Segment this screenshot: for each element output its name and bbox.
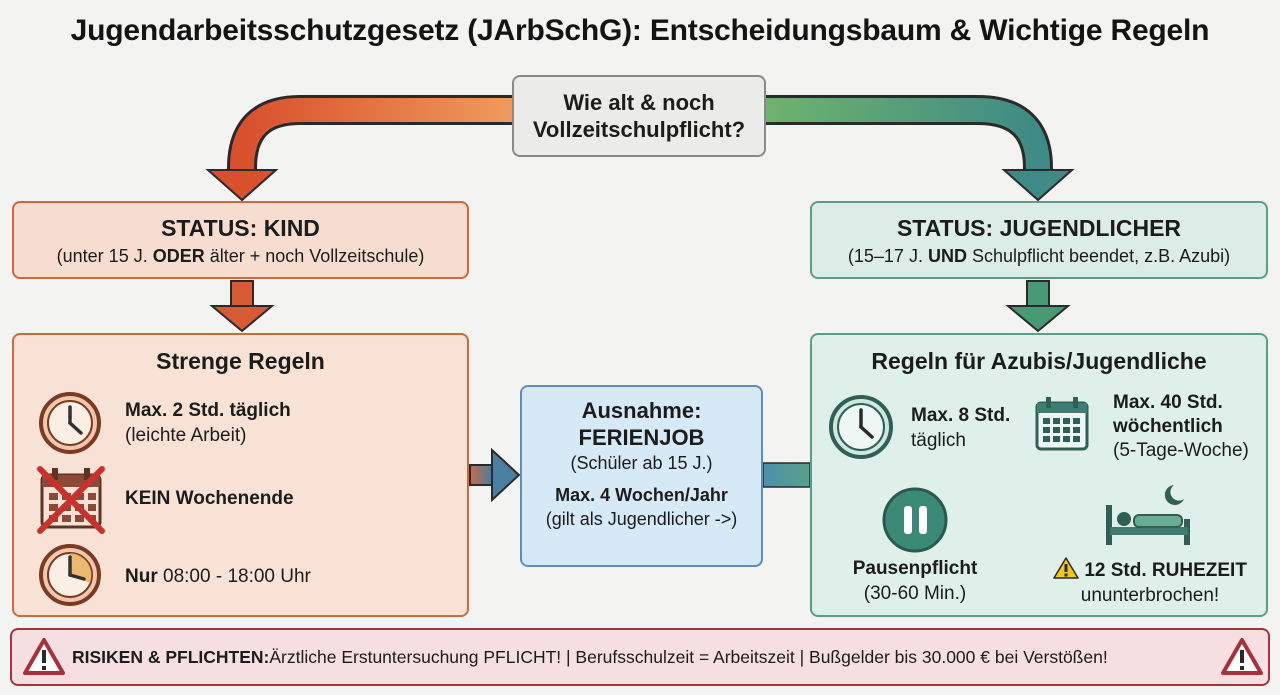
clock-icon	[36, 389, 106, 459]
arrow-kind-to-rules	[212, 281, 272, 331]
rule-time-text: 08:00 - 18:00 Uhr	[157, 566, 311, 587]
calendar-icon	[1034, 395, 1090, 455]
rule-ruhezeit-line1	[1032, 556, 1268, 583]
status-kind-subtitle	[14, 246, 467, 267]
strenge-regeln-title: Strenge Regeln	[156, 348, 325, 374]
rule-pause-bold: Pausenpflicht	[852, 558, 978, 579]
rule-max-2h	[125, 398, 291, 448]
question-line1: Wie alt & noch	[563, 90, 715, 115]
arrow-to-ferienjob	[470, 450, 519, 500]
rule-ruhezeit	[1032, 556, 1268, 608]
status-jugendlicher-box	[810, 201, 1268, 279]
status-jug-sub-pre: (15–17 J.	[847, 246, 928, 266]
arrow-to-jugendlicher	[766, 110, 1072, 200]
azubi-regeln-title: Regeln für Azubis/Jugendliche	[871, 348, 1207, 374]
rule-max-40h	[1113, 391, 1249, 463]
rule-max-8h-bold: Max. 8 Std.	[911, 405, 1011, 426]
warning-icon	[22, 637, 66, 677]
risks-bar	[10, 628, 1270, 686]
rule-no-weekend: KEIN Wochenende	[125, 488, 294, 509]
bed-moon-icon	[1102, 479, 1198, 549]
calendar-crossed-icon	[36, 463, 108, 535]
status-kind-box	[12, 201, 469, 279]
status-kind-sub-post: älter + noch Vollzeitschule)	[204, 246, 425, 266]
ferien-line3: (Schüler ab 15 J.)	[570, 453, 713, 473]
ferienjob-box	[520, 385, 763, 567]
rule-time-bold: Nur	[125, 566, 158, 587]
rule-max-40h-bold1: Max. 40 Std.	[1113, 392, 1223, 413]
ferien-line1: Ausnahme:	[581, 398, 702, 423]
connector-ferien-to-azubi	[763, 463, 810, 487]
rule-pause-sub: (30-60 Min.)	[863, 583, 967, 604]
clock-partial-icon	[36, 541, 106, 611]
rule-ruhezeit-sub: ununterbrochen!	[1080, 585, 1220, 606]
status-jug-sub-post: Schulpflicht beendet, z.B. Azubi)	[966, 246, 1231, 266]
ferien-line5: (gilt als Jugendlicher ->)	[545, 509, 738, 529]
page-title: Jugendarbeitsschutzgesetz (JArbSchG): Entscheidungsbaum & Wichtige Regeln	[70, 14, 1210, 47]
arrow-to-kind	[208, 110, 512, 200]
rule-max-8h	[911, 403, 1010, 453]
rule-pause	[812, 556, 1018, 606]
pause-icon	[880, 485, 950, 555]
rule-max-40h-sub: (5-Tage-Woche)	[1113, 440, 1249, 461]
ferien-line2: FERIENJOB	[578, 425, 705, 450]
arrow-jug-to-rules	[1008, 281, 1068, 331]
rule-time-window	[125, 564, 311, 589]
azubi-regeln-box	[810, 333, 1268, 617]
risks-content: Ärztliche Erstuntersuchung PFLICHT! | Berufsschulzeit = Arbeitszeit | Bußgelder bis 30.000 € bei Verstößen!	[269, 646, 1108, 667]
risks-label: RISIKEN & PFLICHTEN:	[72, 646, 270, 667]
strenge-regeln-box	[12, 333, 469, 617]
decision-question	[512, 75, 766, 157]
status-jug-sub-bold: UND	[927, 246, 967, 266]
rule-max-8h-sub: täglich	[911, 430, 966, 451]
warning-icon	[1053, 556, 1079, 580]
status-kind-sub-pre: (unter 15 J.	[56, 246, 153, 266]
clock-icon	[826, 392, 898, 464]
risks-text	[72, 630, 1222, 684]
rule-max-2h-bold: Max. 2 Std. täglich	[125, 400, 291, 421]
status-jug-title: STATUS: JUGENDLICHER	[896, 215, 1182, 241]
rule-ruhezeit-bold: 12 Std. RUHEZEIT	[1084, 560, 1247, 581]
ferien-line4: Max. 4 Wochen/Jahr	[555, 485, 728, 505]
status-jug-subtitle	[812, 246, 1266, 267]
rule-max-2h-sub: (leichte Arbeit)	[125, 425, 247, 446]
warning-icon	[1220, 637, 1264, 677]
question-line2: Vollzeitschulpflicht?	[532, 117, 746, 142]
status-kind-title: STATUS: KIND	[161, 215, 320, 241]
status-kind-sub-bold: ODER	[152, 246, 205, 266]
rule-max-40h-bold2: wöchentlich	[1113, 416, 1223, 437]
